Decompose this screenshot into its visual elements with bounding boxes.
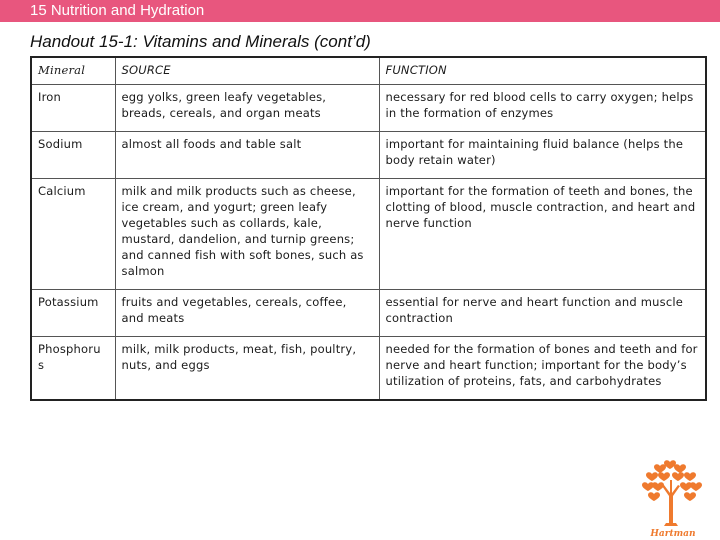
column-header-function: FUNCTION xyxy=(379,57,706,85)
mineral-cell: Iron xyxy=(31,85,115,132)
table-row xyxy=(31,179,706,290)
function-cell: important for the formation of teeth and bones, the clotting of blood, muscle contraction, and heart and nerve function xyxy=(379,179,706,290)
source-cell: milk and milk products such as cheese, ice cream, and yogurt; green leafy vegetables such as collards, kale, mustard, dandelion, and turnip greens; and canned fish with soft bones, such as salmon xyxy=(115,179,379,290)
table-row xyxy=(31,290,706,337)
table-row xyxy=(31,337,706,401)
mineral-cell: Phosphoru s xyxy=(31,337,115,401)
column-header-source: SOURCE xyxy=(115,57,379,85)
source-cell: milk, milk products, meat, fish, poultry, nuts, and eggs xyxy=(115,337,379,401)
minerals-table xyxy=(30,56,707,401)
function-cell: needed for the formation of bones and teeth and for nerve and heart function; important for the body’s utilization of proteins, fats, and carbohydrates xyxy=(379,337,706,401)
heart-tree-icon xyxy=(642,460,702,526)
source-cell: fruits and vegetables, cereals, coffee, and meats xyxy=(115,290,379,337)
mineral-cell: Calcium xyxy=(31,179,115,290)
source-cell: egg yolks, green leafy vegetables, breads, cereals, and organ meats xyxy=(115,85,379,132)
table-row xyxy=(31,85,706,132)
table-header-row xyxy=(31,57,706,85)
mineral-cell: Potassium xyxy=(31,290,115,337)
function-cell: necessary for red blood cells to carry oxygen; helps in the formation of enzymes xyxy=(379,85,706,132)
mineral-cell: Sodium xyxy=(31,132,115,179)
hartman-logo xyxy=(640,456,706,538)
function-cell: important for maintaining fluid balance (helps the body retain water) xyxy=(379,132,706,179)
column-header-mineral: Mineral xyxy=(31,57,115,85)
table-row xyxy=(31,132,706,179)
source-cell: almost all foods and table salt xyxy=(115,132,379,179)
handout-title: Handout 15-1: Vitamins and Minerals (cont’d) xyxy=(30,32,371,51)
function-cell: essential for nerve and heart function and muscle contraction xyxy=(379,290,706,337)
logo-wordmark: Hartman xyxy=(650,529,696,538)
chapter-title: 15 Nutrition and Hydration xyxy=(30,2,205,19)
